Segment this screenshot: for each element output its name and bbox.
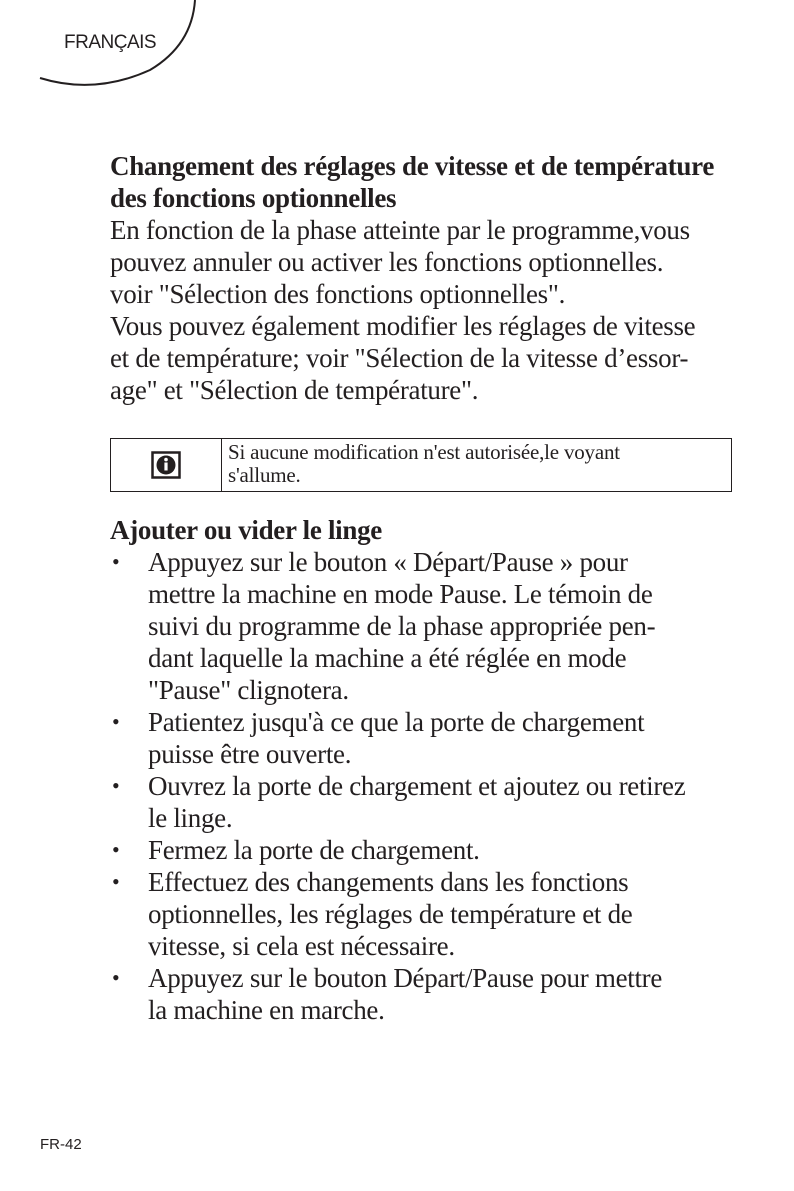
bullet-icon: •	[112, 965, 120, 990]
note-text-line-1: Si aucune modification n'est autorisée,le voyant	[228, 440, 620, 464]
list-item-line: puisse être ouverte.	[148, 739, 352, 769]
paragraph-line: En fonction de la phase atteinte par le programme,vous	[110, 215, 690, 245]
list-item-line: Effectuez des changements dans les fonctions	[148, 867, 629, 897]
list-item-line: Appuyez sur le bouton Départ/Pause pour mettre	[148, 963, 663, 993]
bullet-icon: •	[112, 837, 120, 862]
section-settings-change	[110, 150, 750, 406]
paragraph-line: pouvez annuler ou activer les fonctions optionnelles.	[110, 247, 664, 277]
list-item-line: suivi du programme de la phase appropriée pen-	[148, 611, 656, 641]
list-item	[110, 546, 750, 706]
section-heading-line-1: Changement des réglages de vitesse et de température	[110, 151, 715, 181]
bullet-icon: •	[112, 869, 120, 894]
list-item-line: dant laquelle la machine a été réglée en mode	[148, 643, 627, 673]
bullet-list	[110, 546, 750, 1026]
paragraph-line: voir "Sélection des fonctions optionnelles".	[110, 279, 566, 309]
list-item-line: la machine en marche.	[148, 995, 385, 1025]
list-item-line: Appuyez sur le bouton « Départ/Pause » pour	[148, 547, 628, 577]
list-item	[110, 706, 750, 770]
info-icon	[151, 451, 181, 479]
section-add-remove-laundry	[110, 514, 750, 1026]
list-item-line: vitesse, si cela est nécessaire.	[148, 931, 455, 961]
list-item-line: le linge.	[148, 803, 233, 833]
list-item-line: mettre la machine en mode Pause. Le témoin de	[148, 579, 653, 609]
language-label: FRANÇAIS	[64, 32, 157, 53]
note-text-line-2: s'allume.	[228, 463, 301, 487]
list-item-line: Ouvrez la porte de chargement et ajoutez ou retirez	[148, 771, 686, 801]
info-note-box	[110, 438, 732, 492]
bullet-icon: •	[112, 549, 120, 574]
note-icon-cell	[111, 439, 222, 491]
list-item-line: Fermez la porte de chargement.	[148, 835, 480, 865]
paragraph-line: et de température; voir "Sélection de la vitesse d’essor-	[110, 343, 689, 373]
section-heading-line-2: des fonctions optionnelles	[110, 183, 397, 213]
paragraph-line: age" et "Sélection de température".	[110, 375, 479, 405]
paragraph-line: Vous pouvez également modifier les réglages de vitesse	[110, 311, 696, 341]
list-item	[110, 962, 750, 1026]
list-item-line: "Pause" clignotera.	[148, 675, 349, 705]
list-item-line: optionnelles, les réglages de température et de	[148, 899, 633, 929]
note-text	[222, 439, 626, 491]
list-item	[110, 770, 750, 834]
list-item	[110, 866, 750, 962]
list-item	[110, 834, 750, 866]
bullet-icon: •	[112, 709, 120, 734]
section-heading: Ajouter ou vider le linge	[110, 515, 382, 545]
page-number: FR-42	[40, 1136, 82, 1153]
bullet-icon: •	[112, 773, 120, 798]
list-item-line: Patientez jusqu'à ce que la porte de chargement	[148, 707, 645, 737]
